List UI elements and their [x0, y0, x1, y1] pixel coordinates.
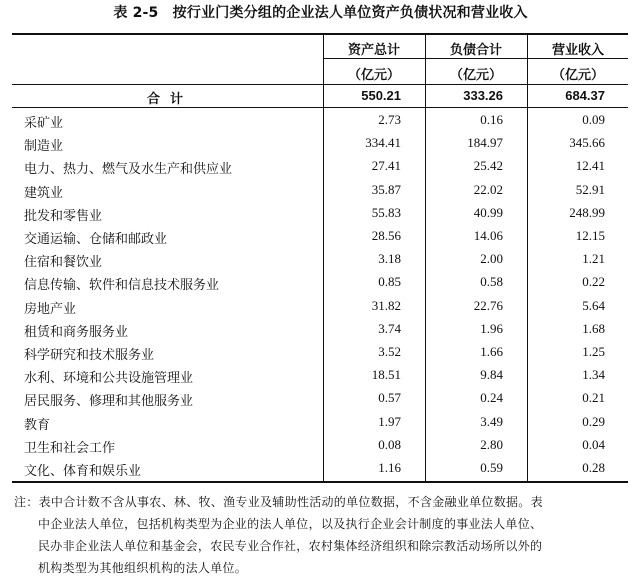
row-label: 科学研究和技术服务业 — [24, 348, 155, 363]
row-value: 1.25 — [582, 344, 605, 359]
row-value: 3.52 — [378, 344, 401, 359]
row-value: 0.24 — [480, 390, 503, 406]
row-value: 3.49 — [480, 413, 503, 429]
row-value: 0.85 — [378, 274, 401, 290]
footnote-line: 注：表中合计数不含从事农、林、牧、渔专业及辅助性活动的单位数据，不含金融业单位数据。表 — [14, 495, 543, 509]
unit-rule — [12, 84, 628, 85]
total-liabilities: 333.26 — [463, 88, 503, 103]
row-value: 0.57 — [378, 390, 401, 406]
row-value: 0.22 — [582, 274, 605, 290]
row-value: 0.16 — [480, 112, 503, 127]
row-value: 2.00 — [480, 251, 503, 267]
row-label: 文化、体育和娱乐业 — [24, 464, 142, 479]
row-value: 28.56 — [371, 228, 401, 243]
col-unit-liabilities: （亿元） — [449, 68, 502, 83]
row-value: 248.99 — [569, 204, 605, 220]
row-value: 1.21 — [582, 251, 605, 267]
row-label: 卫生和社会工作 — [24, 440, 116, 456]
total-revenue: 684.37 — [565, 88, 605, 103]
row-value: 0.08 — [378, 436, 401, 452]
row-value: 3.18 — [378, 251, 401, 267]
row-label: 居民服务、修理和其他服务业 — [24, 394, 194, 410]
col-header-liabilities: 负债合计 — [449, 43, 502, 58]
row-label: 建筑业 — [24, 185, 64, 201]
row-label: 交通运输、仓储和邮政业 — [24, 232, 168, 247]
footnote-line: 民办非企业法人单位和基金会，农民专业合作社，农村集体经济组织和除宗教活动场所以外的 — [38, 539, 543, 553]
total-label: 合计 — [146, 92, 193, 107]
row-value: 1.96 — [480, 320, 503, 336]
row-value: 1.68 — [582, 320, 605, 336]
footnote-line: 中企业法人单位，包括机构类型为企业的法人单位，以及执行企业会计制度的事业法人单位、 — [38, 517, 543, 531]
row-value: 31.82 — [371, 297, 401, 313]
row-label: 住宿和餐饮业 — [24, 255, 103, 271]
row-value: 14.06 — [473, 228, 503, 243]
row-value: 1.16 — [378, 460, 401, 475]
row-value: 0.04 — [582, 436, 605, 452]
row-value: 184.97 — [467, 135, 503, 151]
row-value: 12.15 — [575, 228, 605, 243]
row-label: 水利、环境和公共设施管理业 — [24, 371, 194, 387]
footnote-line: 机构类型为其他组织机构的法人单位。 — [38, 561, 248, 575]
row-value: 0.58 — [480, 274, 503, 290]
row-value: 5.64 — [582, 297, 605, 313]
row-value: 0.59 — [480, 460, 503, 475]
row-value: 22.02 — [473, 181, 503, 197]
row-value: 40.99 — [473, 204, 503, 220]
table-title: 表 2-5 按行业门类分组的企业法人单位资产负债状况和营业收入 — [113, 5, 528, 21]
bottom-rule — [12, 481, 628, 483]
row-value: 25.42 — [473, 158, 503, 174]
row-value: 12.41 — [575, 158, 605, 174]
row-value: 35.87 — [371, 181, 401, 197]
row-value: 1.66 — [480, 344, 503, 359]
row-label: 电力、热力、燃气及水生产和供应业 — [24, 162, 233, 178]
row-label: 教育 — [24, 417, 51, 433]
row-label: 制造业 — [24, 139, 64, 155]
row-value: 334.41 — [365, 135, 401, 151]
row-value: 22.76 — [473, 297, 503, 313]
row-label: 批发和零售业 — [24, 208, 103, 224]
row-value: 9.84 — [480, 367, 503, 383]
row-value: 3.74 — [378, 320, 401, 336]
row-value: 1.97 — [378, 413, 401, 429]
col-unit-assets: （亿元） — [347, 68, 400, 83]
row-value: 27.41 — [371, 158, 401, 174]
row-label: 信息传输、软件和信息技术服务业 — [24, 278, 220, 294]
row-value: 345.66 — [569, 135, 605, 151]
row-value: 0.29 — [582, 413, 605, 429]
row-value: 0.21 — [582, 390, 605, 406]
col-header-revenue: 营业收入 — [551, 43, 604, 58]
row-value: 2.73 — [378, 112, 401, 127]
row-value: 52.91 — [575, 181, 605, 197]
header-divider — [323, 58, 628, 59]
total-assets: 550.21 — [361, 88, 401, 103]
footnote — [14, 491, 630, 579]
row-value: 18.51 — [371, 367, 401, 383]
row-label: 租赁和商务服务业 — [24, 324, 129, 340]
row-value: 55.83 — [371, 204, 401, 220]
row-value: 0.28 — [582, 460, 605, 475]
row-value: 2.80 — [480, 436, 503, 452]
total-rule — [12, 107, 628, 108]
col-header-assets: 资产总计 — [347, 43, 400, 58]
row-label: 房地产业 — [24, 301, 77, 317]
col-unit-revenue: （亿元） — [551, 68, 604, 83]
top-rule — [12, 33, 628, 35]
row-value: 1.34 — [582, 367, 605, 383]
row-label: 采矿业 — [24, 116, 64, 131]
row-value: 0.09 — [582, 112, 605, 127]
